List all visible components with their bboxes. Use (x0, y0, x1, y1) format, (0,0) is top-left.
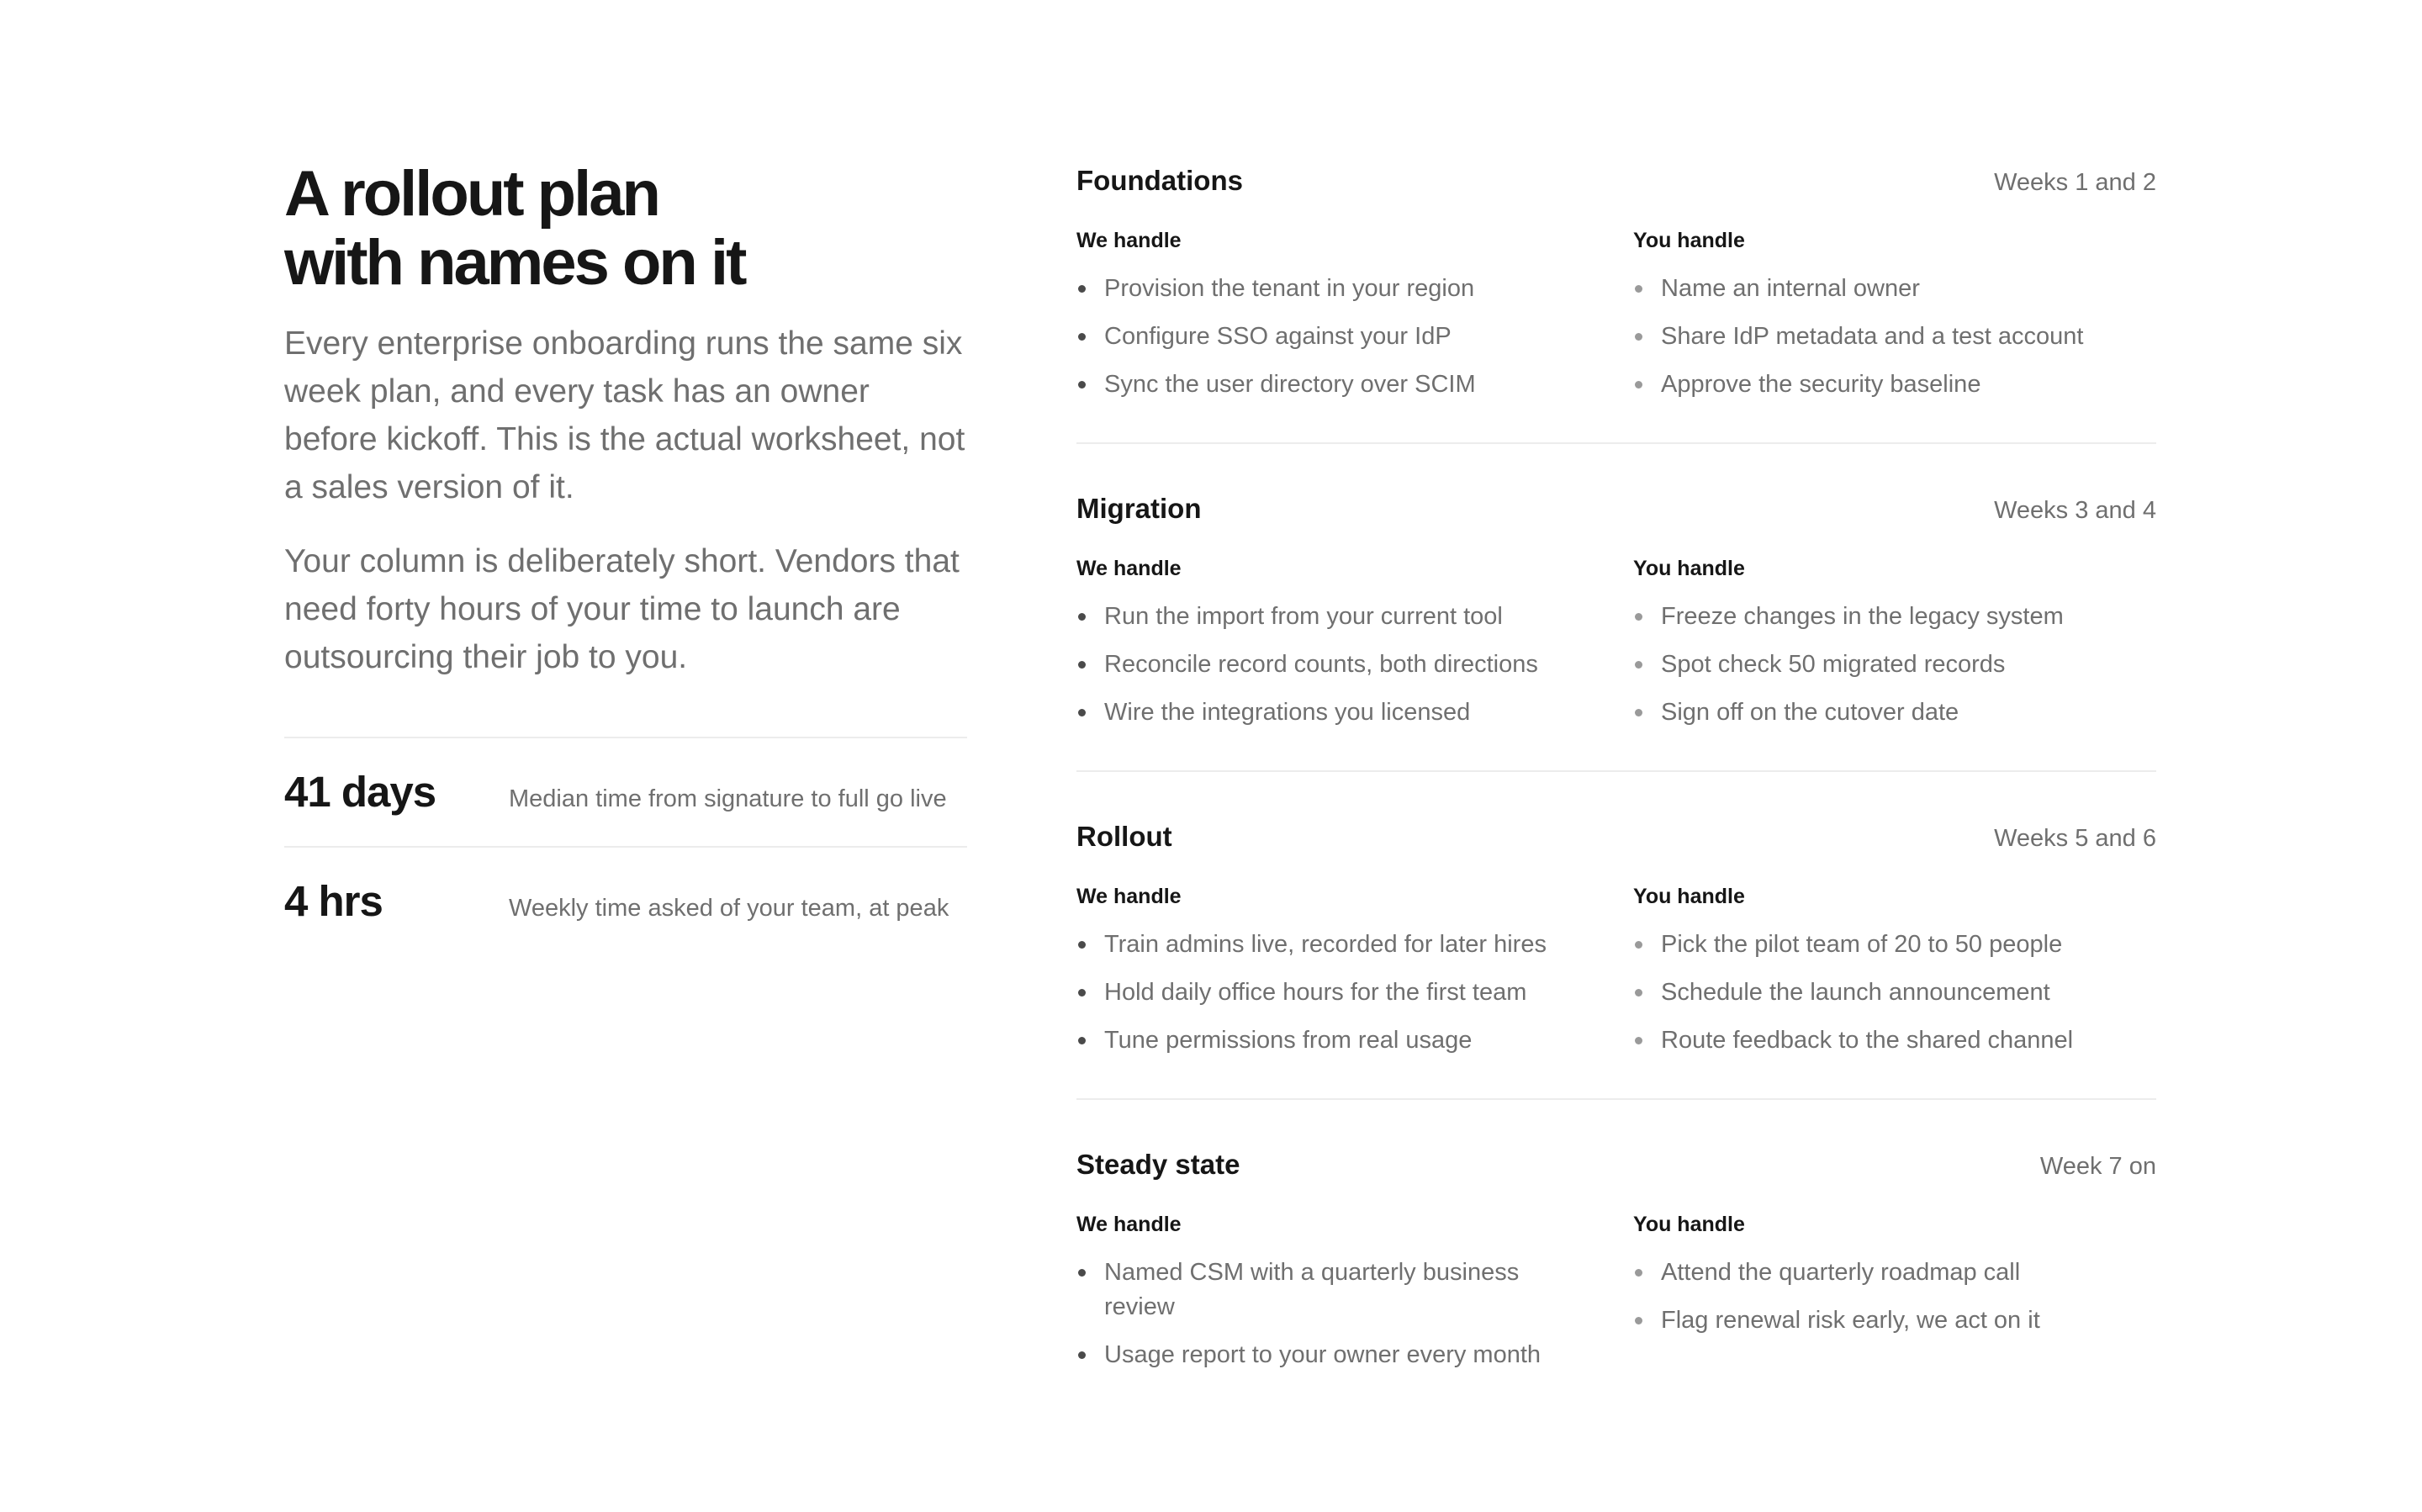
you-handle-column (1633, 229, 2156, 402)
task-list (1076, 272, 1633, 402)
bullet-icon (1078, 381, 1086, 389)
stat-value: 4 hrs (284, 877, 383, 925)
list-item (1633, 695, 2156, 730)
bullet-icon (1078, 709, 1086, 716)
column-title: We handle (1076, 229, 1182, 252)
list-item (1076, 272, 1633, 306)
task-text: Name an internal owner (1661, 275, 1920, 302)
task-text: Sync the user directory over SCIM (1104, 371, 1476, 398)
column-title: You handle (1633, 229, 1745, 252)
phase-title: Rollout (1076, 821, 1172, 852)
task-text: Share IdP metadata and a test account (1661, 323, 2084, 350)
list-item (1076, 695, 1633, 730)
phase-header (1076, 1149, 2156, 1181)
bullet-icon (1635, 333, 1642, 341)
column-title: We handle (1076, 1213, 1182, 1236)
task-text: Spot check 50 migrated records (1661, 651, 2006, 678)
bullet-icon (1635, 709, 1642, 716)
list-item (1076, 320, 1633, 354)
task-list (1076, 600, 1633, 730)
phase-weeks: Weeks 1 and 2 (1994, 169, 2156, 196)
task-text: Run the import from your current tool (1104, 603, 1503, 630)
bullet-icon (1635, 613, 1642, 621)
task-text: Flag renewal risk early, we act on it (1661, 1307, 2040, 1334)
bullet-icon (1635, 285, 1642, 293)
list-item (1076, 648, 1633, 682)
task-text: Schedule the launch announcement (1661, 979, 2050, 1006)
bullet-icon (1078, 333, 1086, 341)
phase-weeks: Week 7 on (2039, 1153, 2156, 1180)
bullet-icon (1635, 661, 1642, 669)
phase-header (1076, 821, 2156, 853)
column-title: We handle (1076, 557, 1182, 580)
column-title: We handle (1076, 885, 1182, 908)
intro-paragraph-2: Your column is deliberately short. Vendors that need forty hours of your time to launch are outsourcing their job to you. (284, 543, 960, 675)
task-text: Wire the integrations you licensed (1104, 699, 1471, 726)
task-list (1633, 928, 2156, 1058)
intro-section (284, 160, 967, 1512)
stat-row (284, 738, 967, 848)
we-handle-column (1076, 1213, 1633, 1372)
task-list (1076, 928, 1633, 1058)
we-handle-column (1076, 885, 1633, 1058)
stat-label: Weekly time asked of your team, at peak (509, 895, 949, 922)
we-handle-column (1076, 229, 1633, 402)
bullet-icon (1635, 1317, 1642, 1324)
stat-value: 41 days (284, 768, 436, 816)
task-text: Pick the pilot team of 20 to 50 people (1661, 931, 2063, 958)
list-item (1076, 367, 1633, 402)
bullet-icon (1635, 381, 1642, 389)
you-handle-column (1633, 557, 2156, 730)
you-handle-column (1633, 1213, 2156, 1372)
list-item (1633, 367, 2156, 402)
intro-paragraph-1: Every enterprise onboarding runs the same six week plan, and every task has an owner before kickoff. This is the actual worksheet, not a sales version of it. (284, 325, 965, 505)
phase-rollout (1076, 821, 2156, 1100)
list-item (1633, 600, 2156, 634)
phase-migration (1076, 493, 2156, 772)
task-text: Configure SSO against your IdP (1104, 323, 1452, 350)
phase-steady-state (1076, 1149, 2156, 1413)
phase-title: Foundations (1076, 165, 1243, 196)
task-list (1076, 1256, 1633, 1372)
phase-columns (1076, 1213, 2156, 1372)
task-list (1633, 1256, 2156, 1338)
bullet-icon (1635, 941, 1642, 949)
task-text: Attend the quarterly roadmap call (1661, 1259, 2021, 1286)
task-text: Train admins live, recorded for later hires (1104, 931, 1547, 958)
list-item (1633, 928, 2156, 962)
bullet-icon (1078, 1037, 1086, 1044)
bullet-icon (1078, 941, 1086, 949)
bullet-icon (1078, 989, 1086, 997)
task-text: Tune permissions from real usage (1104, 1027, 1473, 1054)
phase-header (1076, 493, 2156, 525)
task-text: Named CSM with a quarterly business review (1104, 1259, 1520, 1320)
stat-row (284, 848, 967, 957)
we-handle-column (1076, 557, 1633, 730)
task-text: Approve the security baseline (1661, 371, 1981, 398)
task-text: Hold daily office hours for the first team (1104, 979, 1527, 1006)
phase-title: Migration (1076, 493, 1202, 524)
column-title: You handle (1633, 885, 1745, 908)
list-item (1076, 1256, 1575, 1324)
rollout-plan (1076, 165, 2156, 1413)
bullet-icon (1078, 1269, 1086, 1277)
list-item (1076, 928, 1633, 962)
phase-columns (1076, 885, 2156, 1058)
stat-label: Median time from signature to full go live (509, 785, 947, 812)
list-item (1076, 1023, 1633, 1058)
you-handle-column (1633, 885, 2156, 1058)
task-text: Reconcile record counts, both directions (1104, 651, 1538, 678)
list-item (1633, 320, 2156, 354)
bullet-icon (1635, 1037, 1642, 1044)
phase-weeks: Weeks 3 and 4 (1994, 497, 2156, 524)
list-item (1076, 975, 1633, 1010)
page-title-line-1: A rollout plan (284, 158, 658, 230)
column-title: You handle (1633, 1213, 1745, 1236)
bullet-icon (1635, 989, 1642, 997)
list-item (1633, 1256, 2156, 1290)
bullet-icon (1078, 661, 1086, 669)
phase-weeks: Weeks 5 and 6 (1994, 825, 2156, 852)
list-item (1633, 1023, 2156, 1058)
bullet-icon (1635, 1269, 1642, 1277)
list-item (1076, 600, 1633, 634)
list-item (1633, 648, 2156, 682)
stats-list (284, 737, 967, 957)
list-item (1633, 1303, 2156, 1338)
page-title (284, 160, 967, 298)
phase-columns (1076, 557, 2156, 730)
task-list (1633, 272, 2156, 402)
task-text: Sign off on the cutover date (1661, 699, 1959, 726)
phase-foundations (1076, 165, 2156, 444)
phase-header (1076, 165, 2156, 197)
task-text: Provision the tenant in your region (1104, 275, 1475, 302)
task-text: Usage report to your owner every month (1104, 1341, 1542, 1368)
bullet-icon (1078, 285, 1086, 293)
bullet-icon (1078, 1351, 1086, 1359)
list-item (1633, 272, 2156, 306)
page-title-line-2: with names on it (284, 227, 745, 299)
bullet-icon (1078, 613, 1086, 621)
list-item (1633, 975, 2156, 1010)
task-text: Freeze changes in the legacy system (1661, 603, 2064, 630)
phase-title: Steady state (1076, 1149, 1240, 1180)
task-list (1633, 600, 2156, 730)
column-title: You handle (1633, 557, 1745, 580)
phase-columns (1076, 229, 2156, 402)
list-item (1076, 1338, 1633, 1372)
task-text: Route feedback to the shared channel (1661, 1027, 2074, 1054)
